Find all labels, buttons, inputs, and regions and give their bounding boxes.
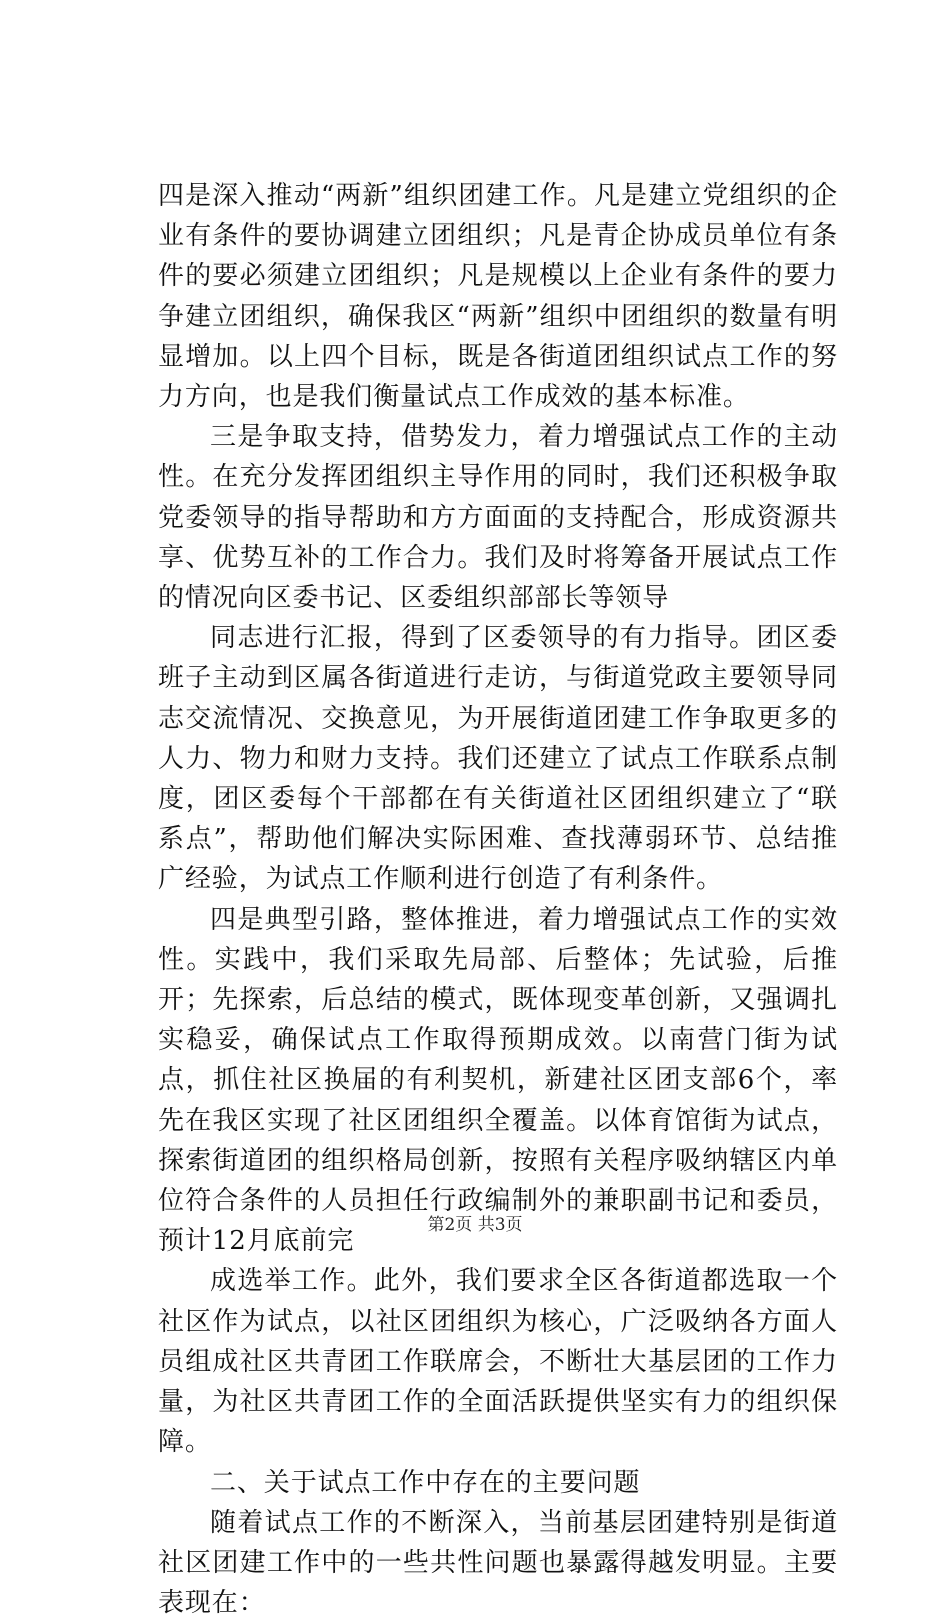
page-number-footer: 第2页 共3页	[427, 1215, 523, 1235]
paragraph-problems-intro: 随着试点工作的不断深入，当前基层团建特别是街道社区团建工作中的一些共性问题也暴露得越发明显。主要表现在：	[158, 1507, 838, 1619]
paragraph-two-new-organizations: 四是深入推动“两新”组织团建工作。凡是建立党组织的企业有条件的要协调建立团组织；凡是青企协成员单位有条件的要必须建立团组织；凡是规模以上企业有条件的要力争建立团组织，确保我区“两新”组织中团组织的数量有明显增加。以上四个目标，既是各街道团组织试点工作的努力方向，也是我们衡量试点工作成效的基本标准。	[158, 181, 838, 413]
paragraph-typical-lead: 四是典型引路，整体推进，着力增强试点工作的实效性。实践中，我们采取先局部、后整体；先试验，后推开；先探索，后总结的模式，既体现变革创新，又强调扎实稳妥，确保试点工作取得预期成效。以南营门街为试点，抓住社区换届的有利契机，新建社区团支部6个，率先在我区实现了社区团组织全覆盖。以体育馆街为试点，探索街道团的组织格局创新，按照有关程序吸纳辖区内单位符合条件的人员担任行政编制外的兼职副书记和委员，预计12月底前完	[158, 904, 838, 1257]
paragraph-election-work: 成选举工作。此外，我们要求全区各街道都选取一个社区作为试点，以社区团组织为核心，广泛吸纳各方面人员组成社区共青团工作联席会，不断壮大基层团的工作力量，为社区共青团工作的全面活跃提供坚实有力的组织保障。	[158, 1266, 838, 1458]
paragraph-seek-support: 三是争取支持，借势发力，着力增强试点工作的主动性。在充分发挥团组织主导作用的同时，我们还积极争取党委领导的指导帮助和方方面面的支持配合，形成资源共享、优势互补的工作合力。我们及时将筹备开展试点工作的情况向区委书记、区委组织部部长等领导	[158, 422, 838, 614]
paragraph-report-guidance: 同志进行汇报，得到了区委领导的有力指导。团区委班子主动到区属各街道进行走访，与街道党政主要领导同志交流情况、交换意见，为开展街道团建工作争取更多的人力、物力和财力支持。我们还建立了试点工作联系点制度，团区委每个干部都在有关街道社区团组织建立了“联系点”，帮助他们解决实际困难、查找薄弱环节、总结推广经验，为试点工作顺利进行创造了有利条件。	[158, 623, 838, 895]
document-body	[158, 176, 838, 1623]
section-heading-main-problems: 二、关于试点工作中存在的主要问题	[210, 1467, 641, 1498]
